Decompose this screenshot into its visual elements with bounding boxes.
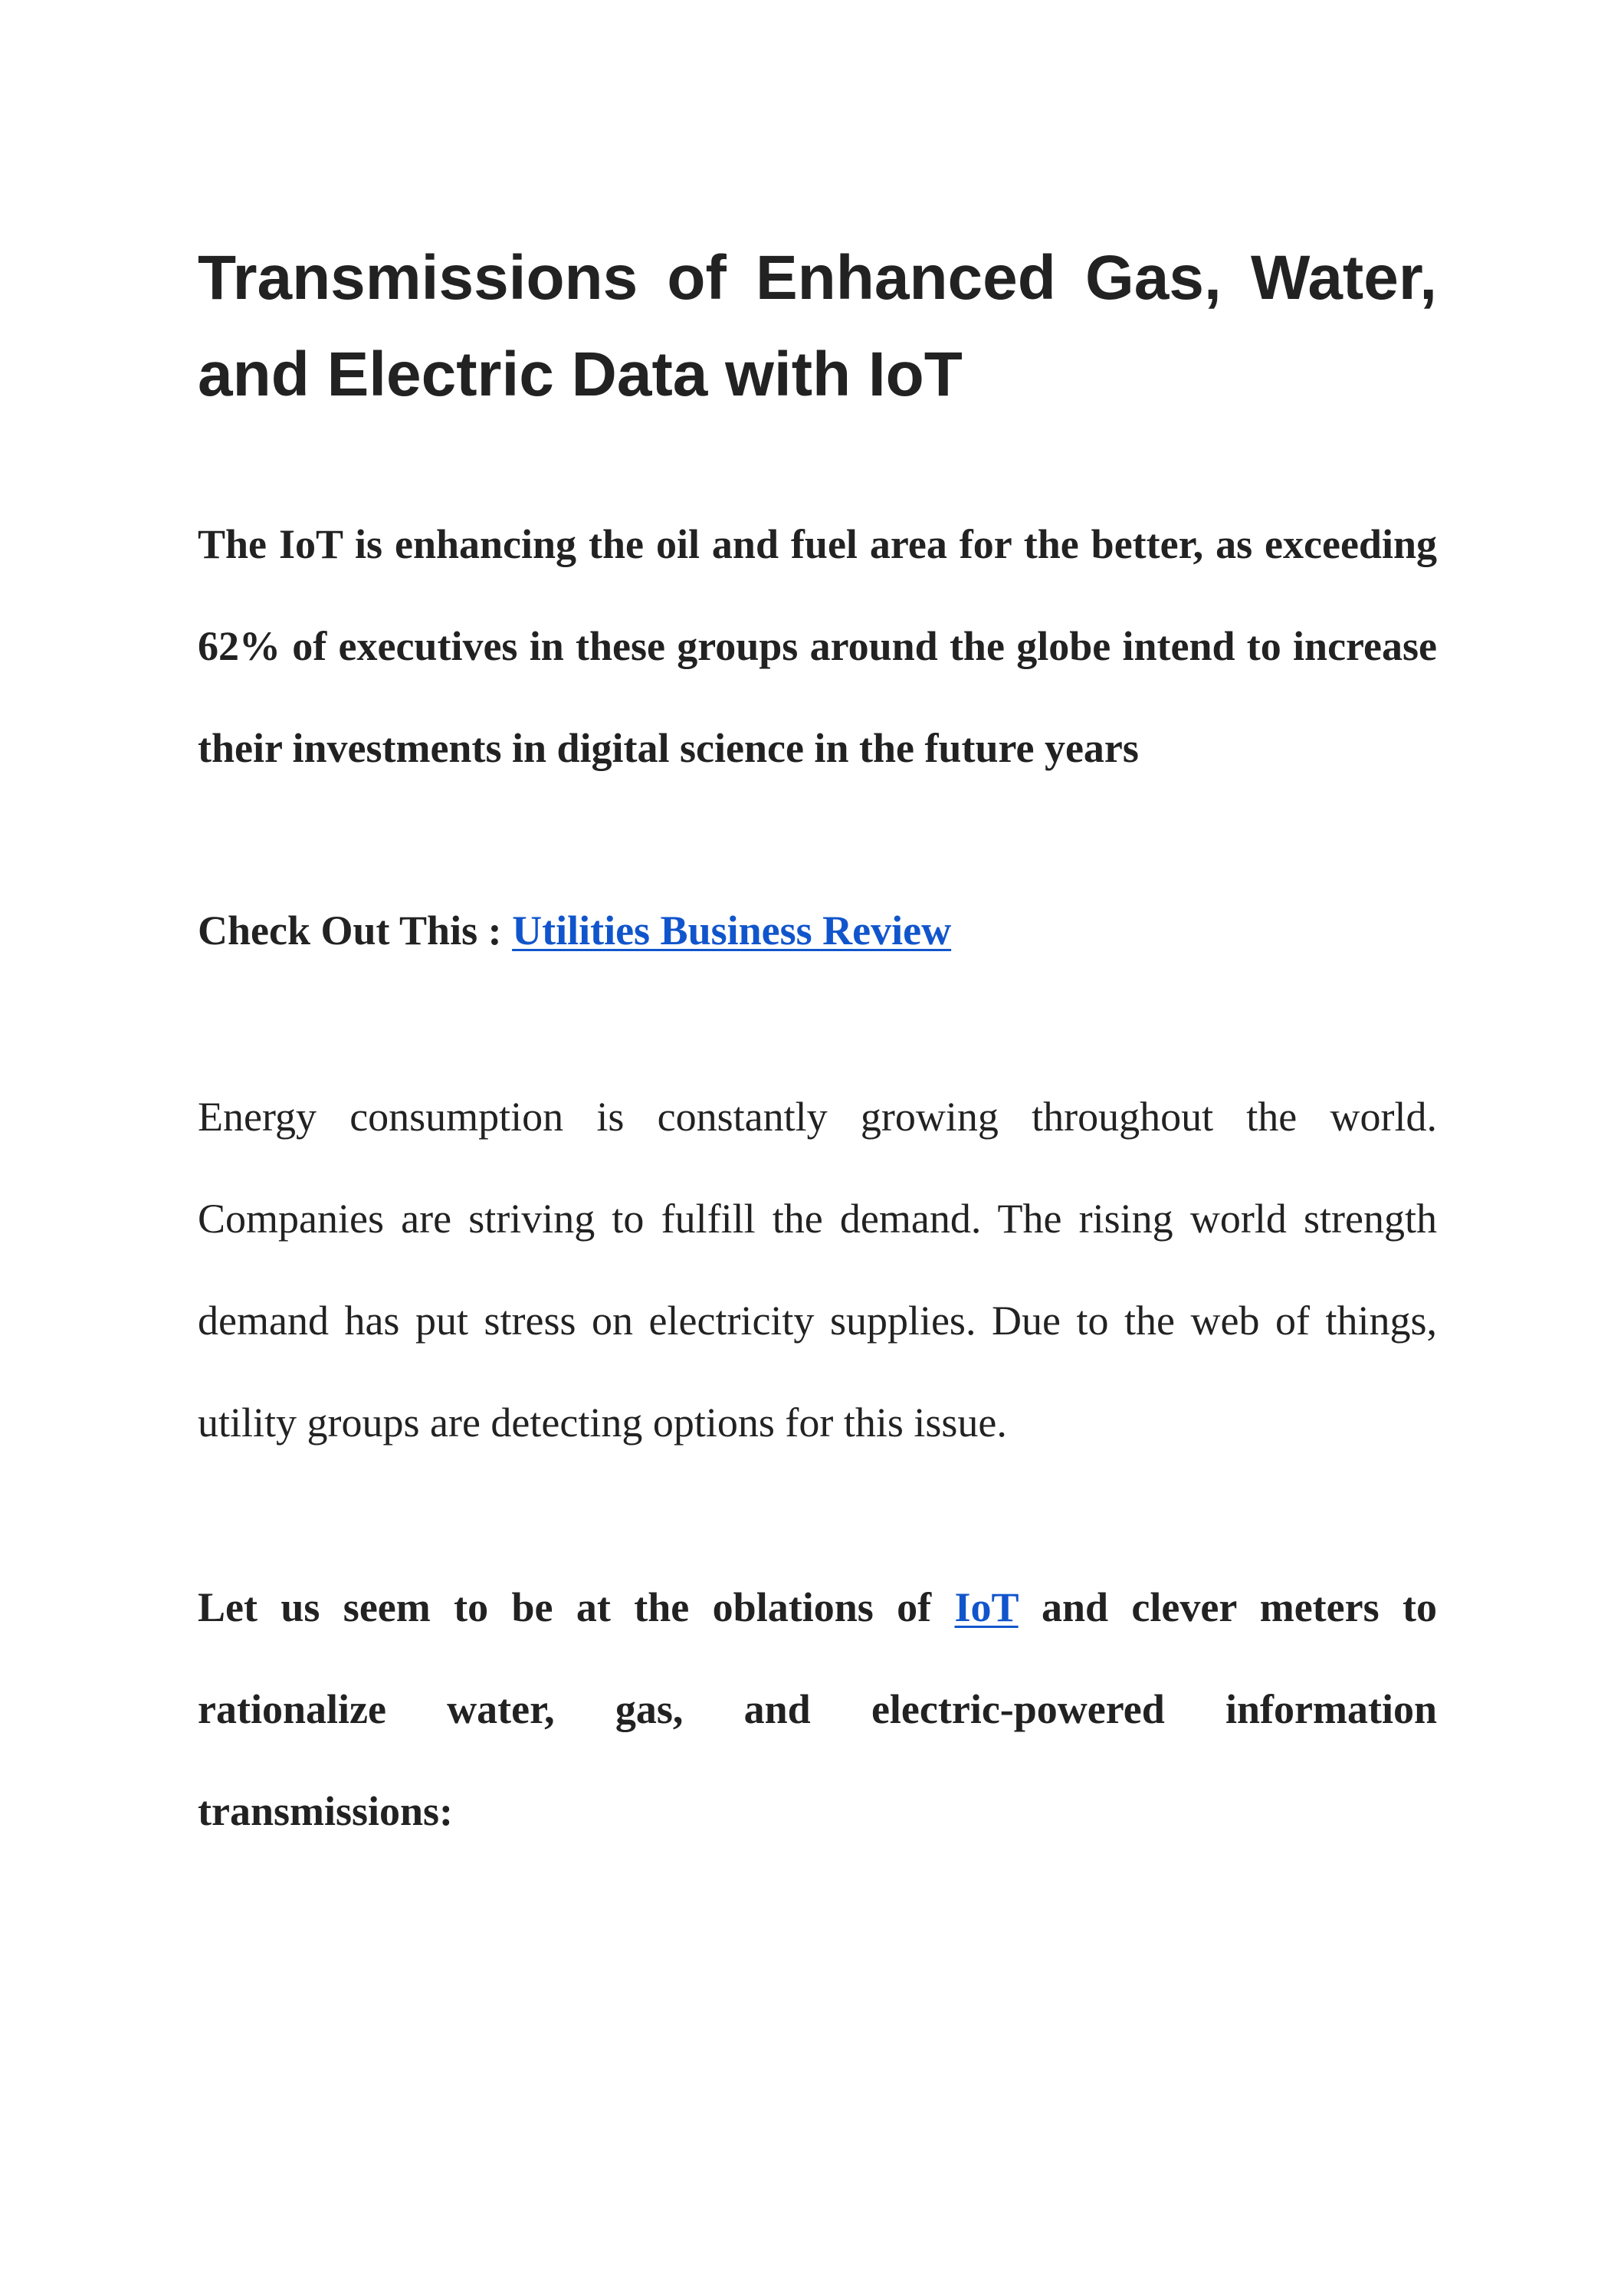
body-paragraph: Energy consumption is constantly growing throughout the world. Companies are striving to fulfill the demand. The rising world strength demand has put stress on electricity supplies. Due to the web of things, utility groups are detecting options for this issue. [198,1094,1437,1446]
page-title: Transmissions of Enhanced Gas, Water, and Electric Data with IoT [198,243,1437,409]
closing-text-after-link: and clever meters to rationalize water, gas, and electric-powered information transmissions: [198,1584,1437,1834]
iot-link[interactable]: IoT [954,1584,1019,1630]
check-out-prefix: Check Out This : [198,907,513,953]
document-content [198,230,1437,1862]
closing-paragraph [198,1557,1437,1862]
check-out-line [198,880,1437,982]
utilities-business-review-link[interactable]: Utilities Business Review [512,907,952,953]
closing-text-before-link: Let us seem to be at the oblations of [198,1584,955,1630]
lead-paragraph: The IoT is enhancing the oil and fuel area for the better, as exceeding 62% of executives in these groups around the globe intend to increase their investments in digital science in the future years [198,521,1437,771]
